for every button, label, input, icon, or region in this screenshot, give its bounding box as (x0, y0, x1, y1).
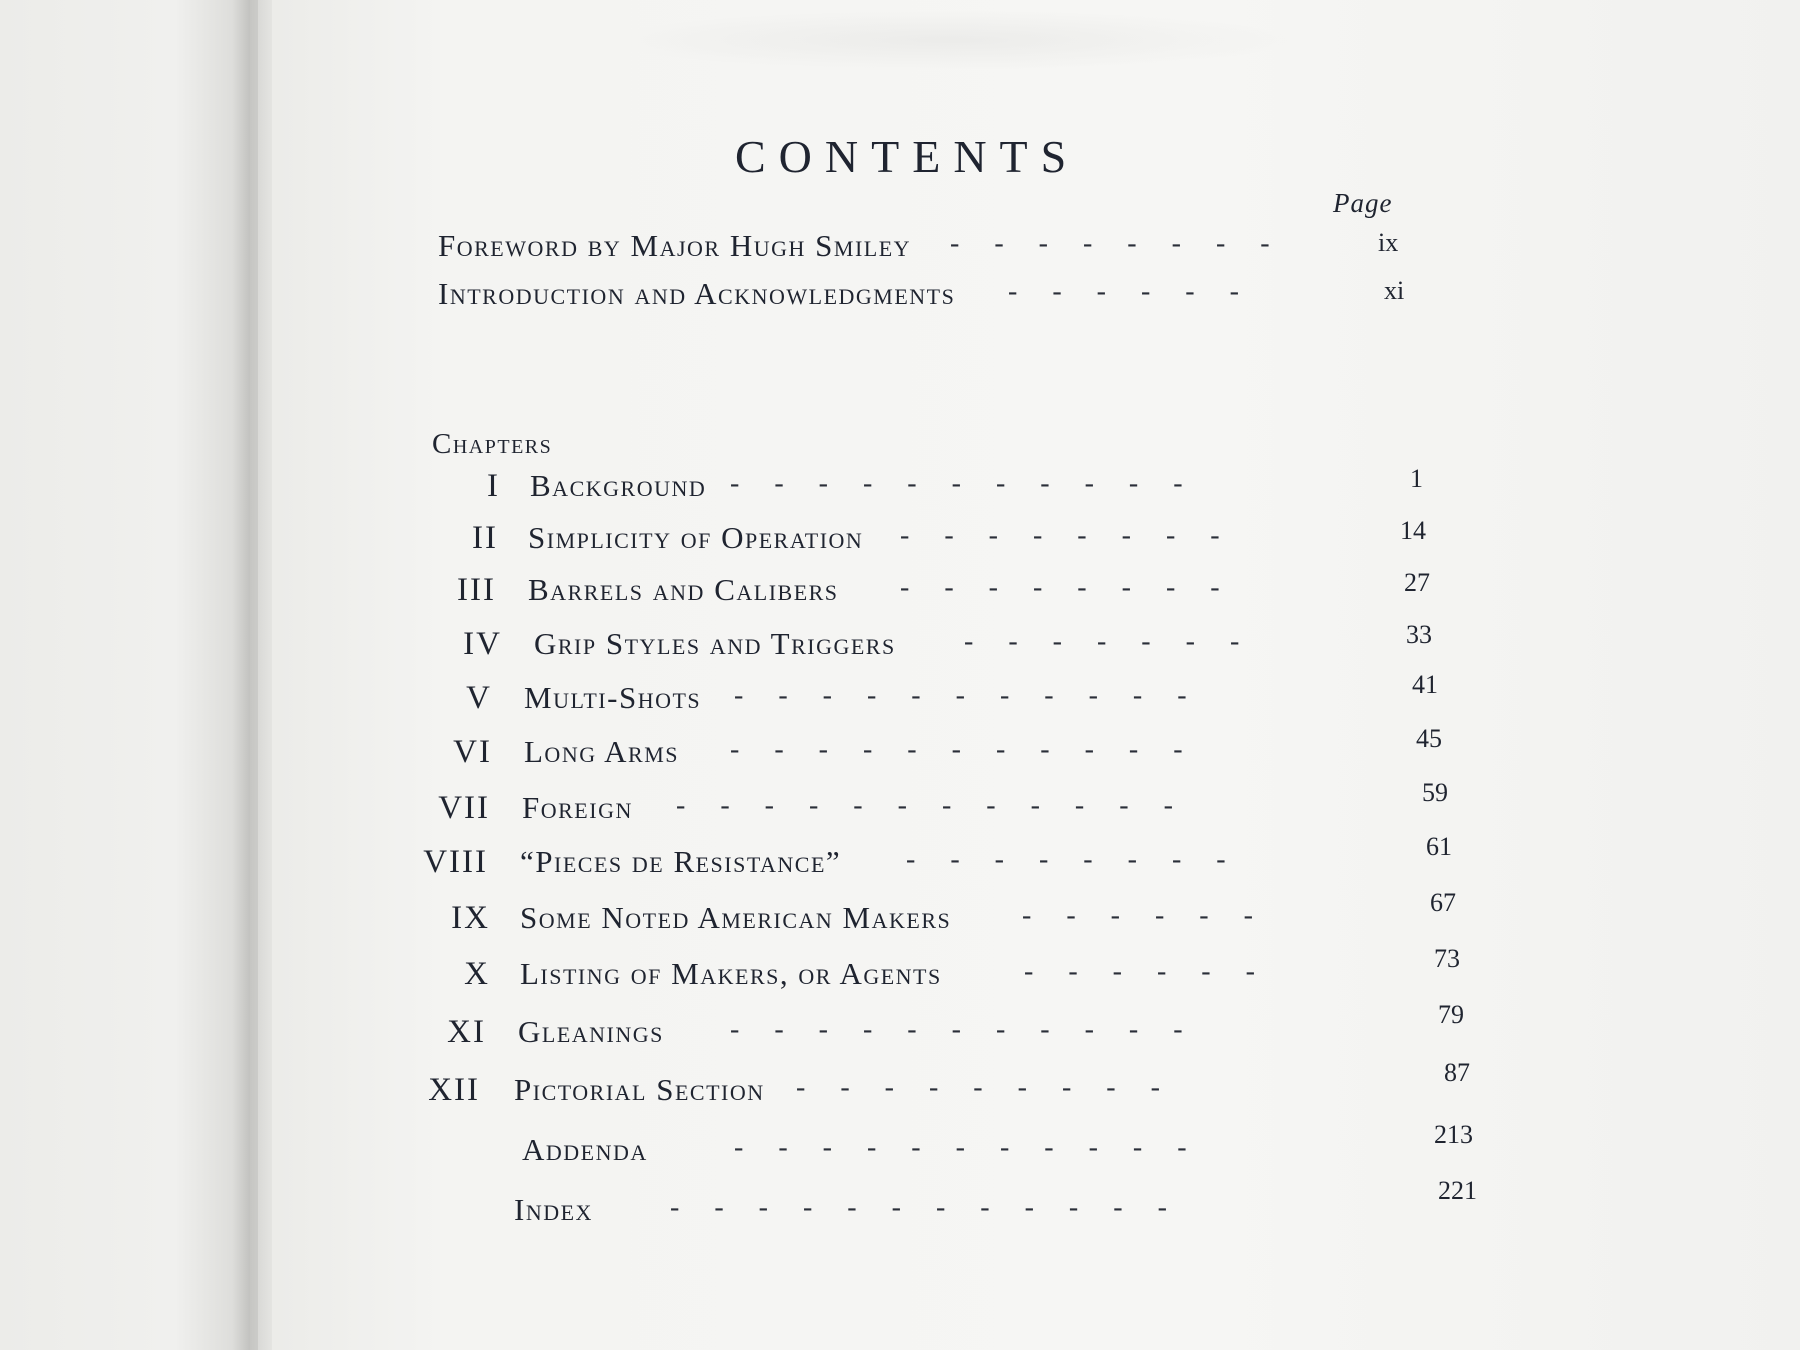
chapter-title: Pictorial Section (514, 1072, 765, 1107)
dot-leader: - - - - - - - - (900, 572, 1234, 603)
front-matter-page: ix (1378, 228, 1399, 257)
book-gutter (232, 0, 272, 1350)
dot-leader: - - - - - - - - - - - (730, 734, 1197, 765)
back-matter-label: Index (514, 1192, 593, 1227)
chapter-number: IX (451, 900, 490, 936)
dot-leader: - - - - - - (1024, 956, 1269, 987)
contents-title: CONTENTS (735, 131, 1080, 182)
back-matter-page: 213 (1434, 1120, 1473, 1149)
chapter-page: 14 (1400, 516, 1426, 545)
dot-leader: - - - - - - - - - - - (734, 680, 1201, 711)
chapter-page: 61 (1426, 832, 1452, 861)
chapter-title: Background (530, 468, 707, 503)
chapter-number: XII (428, 1072, 480, 1108)
chapter-number: X (464, 956, 490, 992)
chapter-page: 87 (1444, 1058, 1470, 1087)
chapter-page: 33 (1406, 620, 1432, 649)
page-column-heading: Page (1333, 188, 1393, 218)
front-matter-page: xi (1384, 276, 1405, 305)
chapter-title: “Pieces de Resistance” (520, 844, 842, 879)
chapter-number: VIII (423, 844, 488, 880)
chapter-number: VII (438, 790, 490, 826)
dot-leader: - - - - - - - - (900, 520, 1234, 551)
chapter-title: Simplicity of Operation (528, 520, 864, 555)
chapter-number: II (472, 520, 498, 556)
chapter-title: Some Noted American Makers (520, 900, 952, 935)
chapter-title: Barrels and Calibers (528, 572, 839, 607)
chapter-title: Listing of Makers, or Agents (520, 956, 942, 991)
dot-leader: - - - - - - - - - - - - (670, 1192, 1181, 1223)
front-matter-label: Foreword by Major Hugh Smiley (438, 228, 912, 263)
chapter-page: 59 (1422, 778, 1448, 807)
left-page (0, 0, 250, 1350)
chapter-page: 79 (1438, 1000, 1464, 1029)
chapter-title: Grip Styles and Triggers (534, 626, 896, 661)
chapters-heading: Chapters (432, 428, 553, 460)
back-matter-page: 221 (1438, 1176, 1477, 1205)
chapter-page: 1 (1410, 464, 1423, 493)
dot-leader: - - - - - - - - (950, 228, 1284, 259)
dot-leader: - - - - - - - - - - - (730, 468, 1197, 499)
chapter-page: 45 (1416, 724, 1442, 753)
back-matter-label: Addenda (522, 1132, 648, 1167)
chapter-page: 73 (1434, 944, 1460, 973)
dot-leader: - - - - - - - - - - - (734, 1132, 1201, 1163)
chapter-number: VI (453, 734, 492, 770)
chapter-title: Gleanings (518, 1014, 664, 1049)
chapter-page: 67 (1430, 888, 1456, 917)
dot-leader: - - - - - - - - - (796, 1072, 1174, 1103)
show-through-shadow (600, 10, 1300, 70)
dot-leader: - - - - - - - (964, 626, 1254, 657)
dot-leader: - - - - - - - - - - - (730, 1014, 1197, 1045)
dot-leader: - - - - - - (1008, 276, 1253, 307)
chapter-title: Multi-Shots (524, 680, 702, 715)
dot-leader: - - - - - - - - - - - - (676, 790, 1187, 821)
dot-leader: - - - - - - - - (906, 844, 1240, 875)
chapter-number: XI (447, 1014, 486, 1050)
chapter-number: III (457, 572, 496, 608)
dot-leader: - - - - - - (1022, 900, 1267, 931)
chapter-title: Long Arms (524, 734, 679, 769)
chapter-number: I (487, 468, 500, 504)
chapter-title: Foreign (522, 790, 633, 825)
front-matter-label: Introduction and Acknowledgments (438, 276, 956, 311)
chapter-number: IV (463, 626, 502, 662)
chapter-number: V (466, 680, 492, 716)
chapter-page: 41 (1412, 670, 1438, 699)
chapter-page: 27 (1404, 568, 1430, 597)
